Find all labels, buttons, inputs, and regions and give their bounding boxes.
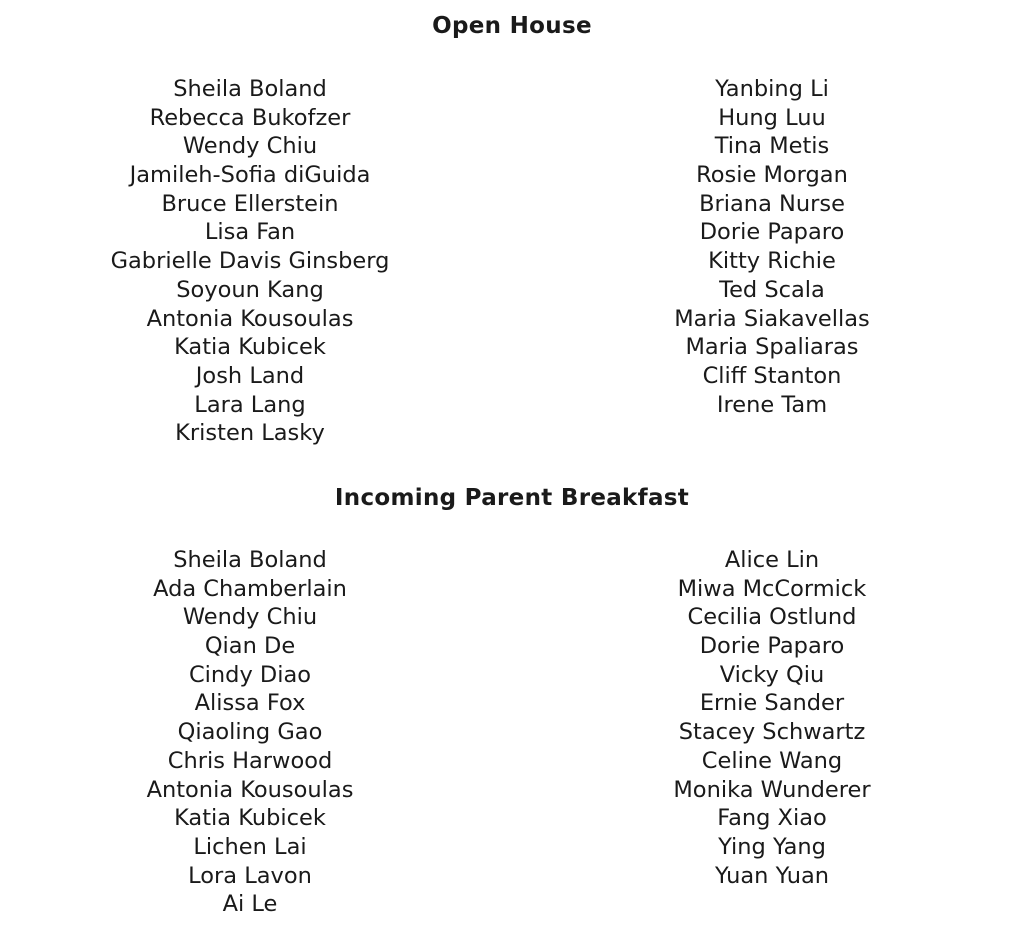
volunteer-name: Qian De (204, 633, 296, 660)
volunteer-name: Lora Lavon (188, 862, 312, 889)
volunteer-name: Irene Tam (716, 391, 828, 418)
volunteer-name: Jamileh-Sofia diGuida (129, 162, 371, 189)
volunteer-name: Tina Metis (714, 133, 830, 160)
volunteer-name: Ada Chamberlain (153, 575, 347, 602)
volunteer-name: Wendy Chiu (182, 604, 318, 631)
volunteer-name: Bruce Ellerstein (161, 190, 339, 217)
volunteer-name: Antonia Kousoulas (146, 776, 354, 803)
volunteer-name: Cecilia Ostlund (687, 604, 857, 631)
volunteer-name: Sheila Boland (173, 547, 327, 573)
volunteer-name: Antonia Kousoulas (146, 305, 354, 332)
volunteer-name: Josh Land (195, 362, 305, 389)
volunteer-name: Kitty Richie (708, 248, 836, 275)
volunteer-name: Ted Scala (719, 276, 825, 303)
volunteer-name: Yuan Yuan (714, 862, 830, 889)
volunteer-name: Ying Yang (718, 833, 826, 860)
volunteer-name: Kristen Lasky (175, 420, 325, 447)
volunteer-name: Chris Harwood (167, 747, 333, 774)
volunteer-name: Monika Wunderer (673, 776, 871, 803)
open-house-names-left-column (40, 75, 460, 448)
open-house-names-right-column (562, 75, 982, 419)
volunteer-name: Miwa McCormick (677, 575, 867, 602)
volunteer-name: Ai Le (222, 891, 278, 918)
section-title-open-house: Open House (432, 13, 592, 39)
incoming-parent-breakfast-names-left-column (40, 546, 460, 919)
volunteer-name: Gabrielle Davis Ginsberg (110, 248, 390, 275)
volunteer-name: Dorie Paparo (699, 219, 845, 246)
volunteer-name: Briana Nurse (699, 190, 845, 217)
volunteer-name: Yanbing Li (715, 76, 829, 102)
volunteer-name: Qiaoling Gao (177, 719, 323, 746)
volunteer-name: Maria Siakavellas (674, 305, 870, 332)
volunteer-name: Katia Kubicek (174, 805, 326, 832)
volunteer-name: Dorie Paparo (699, 633, 845, 660)
section-title-incoming-parent-breakfast: Incoming Parent Breakfast (334, 485, 690, 511)
volunteer-name: Hung Luu (718, 104, 826, 131)
volunteer-name: Katia Kubicek (174, 334, 326, 361)
incoming-parent-breakfast-names-right-column (562, 546, 982, 890)
volunteer-name: Celine Wang (701, 747, 843, 774)
volunteer-name: Rosie Morgan (696, 162, 848, 189)
volunteer-name: Fang Xiao (717, 805, 827, 832)
volunteer-name: Sheila Boland (173, 76, 327, 102)
volunteer-name: Cindy Diao (188, 661, 312, 688)
volunteer-name: Maria Spaliaras (685, 334, 859, 361)
volunteer-name: Soyoun Kang (176, 276, 324, 303)
volunteer-name: Stacey Schwartz (678, 719, 866, 746)
volunteer-name: Rebecca Bukofzer (149, 104, 351, 131)
volunteer-name: Ernie Sander (699, 690, 845, 717)
volunteer-name: Cliff Stanton (702, 362, 842, 389)
volunteer-name: Lisa Fan (204, 219, 296, 246)
volunteer-name: Alice Lin (724, 547, 820, 573)
volunteer-name: Lara Lang (194, 391, 306, 418)
volunteer-name: Alissa Fox (194, 690, 306, 717)
volunteer-name: Vicky Qiu (719, 661, 825, 688)
volunteer-name: Wendy Chiu (182, 133, 318, 160)
volunteer-name: Lichen Lai (193, 833, 307, 860)
